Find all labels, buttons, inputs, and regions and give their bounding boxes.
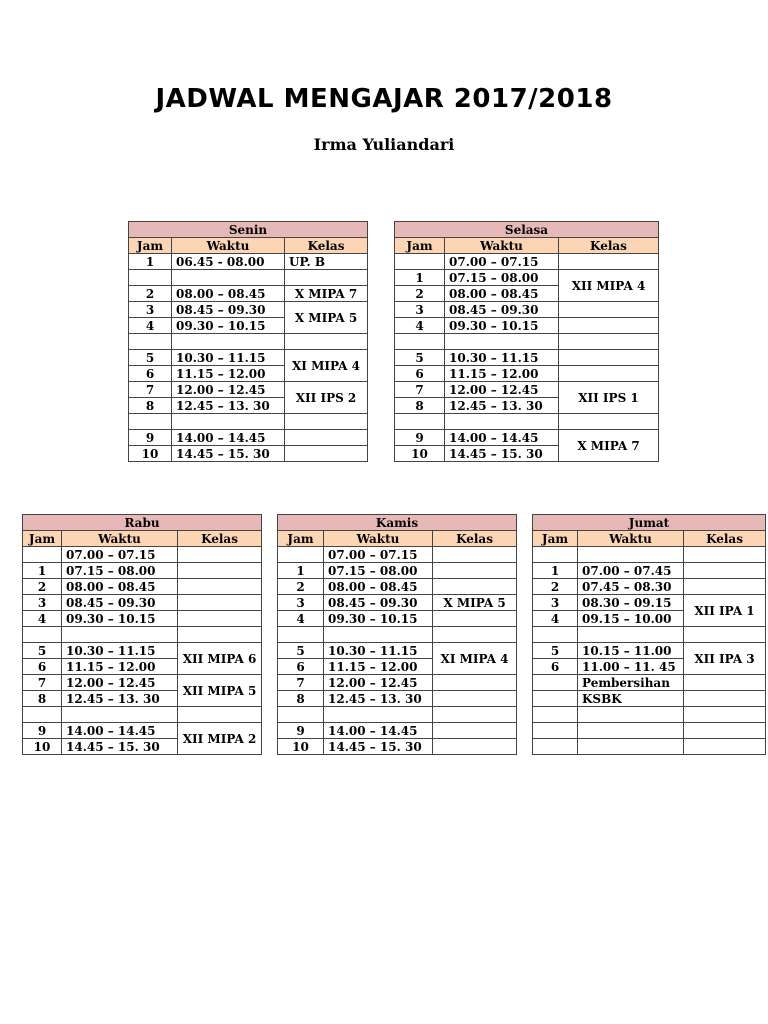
table-row bbox=[129, 270, 368, 286]
waktu-cell: 14.45 – 15. 30 bbox=[324, 739, 433, 755]
jam-cell: 1 bbox=[533, 563, 578, 579]
waktu-cell: 08.00 – 08.45 bbox=[445, 286, 559, 302]
table-row bbox=[395, 254, 659, 270]
kelas-cell bbox=[178, 579, 262, 595]
table-row bbox=[395, 414, 659, 430]
jam-cell: 5 bbox=[533, 643, 578, 659]
waktu-cell bbox=[62, 627, 178, 643]
table-row bbox=[129, 302, 368, 318]
table-row bbox=[129, 286, 368, 302]
waktu-cell bbox=[578, 739, 684, 755]
jam-cell: 5 bbox=[129, 350, 172, 366]
table-row bbox=[278, 643, 517, 659]
jam-cell bbox=[23, 547, 62, 563]
table-row bbox=[395, 318, 659, 334]
waktu-cell bbox=[62, 707, 178, 723]
column-header-jam: Jam bbox=[129, 238, 172, 254]
jam-cell: 3 bbox=[129, 302, 172, 318]
waktu-cell: 12.00 – 12.45 bbox=[172, 382, 285, 398]
table-row bbox=[278, 611, 517, 627]
kelas-cell bbox=[559, 334, 659, 350]
jam-cell: 7 bbox=[395, 382, 445, 398]
waktu-cell: Pembersihan bbox=[578, 675, 684, 691]
jam-cell: 8 bbox=[278, 691, 324, 707]
jam-cell: 1 bbox=[278, 563, 324, 579]
table-row bbox=[395, 366, 659, 382]
table-row bbox=[533, 643, 766, 659]
table-row bbox=[533, 595, 766, 611]
jam-cell bbox=[533, 547, 578, 563]
waktu-cell: 11.15 – 12.00 bbox=[172, 366, 285, 382]
waktu-cell: 11.00 – 11. 45 bbox=[578, 659, 684, 675]
waktu-cell: 07.45 – 08.30 bbox=[578, 579, 684, 595]
waktu-cell: 06.45 - 08.00 bbox=[172, 254, 285, 270]
table-row bbox=[23, 643, 262, 659]
kelas-cell: X MIPA 5 bbox=[433, 595, 517, 611]
waktu-cell: 12.00 – 12.45 bbox=[324, 675, 433, 691]
day-header: Kamis bbox=[278, 515, 517, 531]
jam-cell: 6 bbox=[533, 659, 578, 675]
jam-cell: 4 bbox=[23, 611, 62, 627]
kelas-cell bbox=[684, 579, 766, 595]
jam-cell: 3 bbox=[395, 302, 445, 318]
waktu-cell: 09.30 – 10.15 bbox=[62, 611, 178, 627]
waktu-cell: KSBK bbox=[578, 691, 684, 707]
jam-cell: 7 bbox=[129, 382, 172, 398]
waktu-cell: 07.00 – 07.45 bbox=[578, 563, 684, 579]
kelas-cell: XII IPA 1 bbox=[684, 595, 766, 627]
jam-cell: 8 bbox=[129, 398, 172, 414]
kelas-cell bbox=[684, 675, 766, 691]
waktu-cell: 09.15 – 10.00 bbox=[578, 611, 684, 627]
table-row bbox=[129, 254, 368, 270]
table-row bbox=[395, 302, 659, 318]
kelas-cell: X MIPA 7 bbox=[285, 286, 368, 302]
waktu-cell: 10.30 – 11.15 bbox=[445, 350, 559, 366]
jam-cell bbox=[278, 547, 324, 563]
jam-cell: 1 bbox=[129, 254, 172, 270]
table-row bbox=[129, 334, 368, 350]
waktu-cell: 08.45 – 09.30 bbox=[324, 595, 433, 611]
waktu-cell bbox=[445, 334, 559, 350]
table-row bbox=[395, 334, 659, 350]
table-row bbox=[129, 350, 368, 366]
jam-cell: 9 bbox=[23, 723, 62, 739]
waktu-cell: 07.00 – 07.15 bbox=[445, 254, 559, 270]
table-row bbox=[23, 547, 262, 563]
kelas-cell: UP. B bbox=[285, 254, 368, 270]
jam-cell bbox=[533, 675, 578, 691]
jam-cell: 9 bbox=[395, 430, 445, 446]
table-row bbox=[395, 382, 659, 398]
jam-cell: 5 bbox=[23, 643, 62, 659]
jam-cell: 2 bbox=[23, 579, 62, 595]
kelas-cell bbox=[559, 318, 659, 334]
schedule-table-rabu bbox=[22, 514, 262, 755]
kelas-cell bbox=[433, 675, 517, 691]
kelas-cell bbox=[559, 254, 659, 270]
table-row bbox=[278, 707, 517, 723]
table-row bbox=[23, 595, 262, 611]
waktu-cell: 10.30 – 11.15 bbox=[172, 350, 285, 366]
waktu-cell bbox=[578, 627, 684, 643]
kelas-cell bbox=[684, 707, 766, 723]
table-row bbox=[533, 707, 766, 723]
kelas-cell bbox=[559, 414, 659, 430]
jam-cell: 6 bbox=[278, 659, 324, 675]
waktu-cell: 10.30 – 11.15 bbox=[62, 643, 178, 659]
column-header-jam: Jam bbox=[533, 531, 578, 547]
column-header-waktu: Waktu bbox=[445, 238, 559, 254]
waktu-cell: 14.45 – 15. 30 bbox=[172, 446, 285, 462]
jam-cell: 4 bbox=[533, 611, 578, 627]
table-row bbox=[533, 739, 766, 755]
kelas-cell bbox=[559, 302, 659, 318]
day-header: Selasa bbox=[395, 222, 659, 238]
jam-cell bbox=[23, 707, 62, 723]
schedule-table-selasa bbox=[394, 221, 659, 462]
table-row bbox=[23, 611, 262, 627]
kelas-cell: XII IPA 3 bbox=[684, 643, 766, 675]
kelas-cell bbox=[178, 611, 262, 627]
jam-cell: 7 bbox=[278, 675, 324, 691]
jam-cell: 10 bbox=[129, 446, 172, 462]
jam-cell bbox=[533, 707, 578, 723]
waktu-cell: 08.00 – 08.45 bbox=[62, 579, 178, 595]
jam-cell bbox=[129, 334, 172, 350]
column-header-waktu: Waktu bbox=[172, 238, 285, 254]
schedule-table-jumat bbox=[532, 514, 766, 755]
jam-cell bbox=[395, 334, 445, 350]
column-header-jam: Jam bbox=[23, 531, 62, 547]
jam-cell bbox=[129, 414, 172, 430]
kelas-cell bbox=[433, 611, 517, 627]
day-header: Rabu bbox=[23, 515, 262, 531]
waktu-cell bbox=[324, 707, 433, 723]
kelas-cell bbox=[684, 691, 766, 707]
waktu-cell: 14.00 – 14.45 bbox=[324, 723, 433, 739]
table-row bbox=[129, 446, 368, 462]
table-row bbox=[278, 595, 517, 611]
waktu-cell: 14.00 – 14.45 bbox=[445, 430, 559, 446]
kelas-cell bbox=[433, 579, 517, 595]
column-header-kelas: Kelas bbox=[684, 531, 766, 547]
waktu-cell: 07.15 – 08.00 bbox=[324, 563, 433, 579]
column-header-waktu: Waktu bbox=[324, 531, 433, 547]
jam-cell bbox=[129, 270, 172, 286]
jam-cell: 9 bbox=[129, 430, 172, 446]
waktu-cell bbox=[578, 547, 684, 563]
table-row bbox=[533, 579, 766, 595]
jam-cell: 4 bbox=[278, 611, 324, 627]
jam-cell: 9 bbox=[278, 723, 324, 739]
table-row bbox=[395, 270, 659, 286]
table-row bbox=[129, 414, 368, 430]
jam-cell: 2 bbox=[278, 579, 324, 595]
table-row bbox=[129, 430, 368, 446]
kelas-cell: XII MIPA 4 bbox=[559, 270, 659, 302]
waktu-cell: 11.15 – 12.00 bbox=[445, 366, 559, 382]
kelas-cell bbox=[178, 547, 262, 563]
table-row bbox=[23, 579, 262, 595]
jam-cell: 8 bbox=[395, 398, 445, 414]
jam-cell: 3 bbox=[23, 595, 62, 611]
kelas-cell: XII MIPA 5 bbox=[178, 675, 262, 707]
jam-cell: 2 bbox=[129, 286, 172, 302]
schedule-table-senin bbox=[128, 221, 368, 462]
kelas-cell bbox=[684, 563, 766, 579]
waktu-cell: 12.45 – 13. 30 bbox=[324, 691, 433, 707]
jam-cell: 1 bbox=[23, 563, 62, 579]
waktu-cell: 08.00 – 08.45 bbox=[172, 286, 285, 302]
kelas-cell bbox=[285, 430, 368, 446]
waktu-cell bbox=[172, 270, 285, 286]
waktu-cell: 10.30 – 11.15 bbox=[324, 643, 433, 659]
jam-cell: 1 bbox=[395, 270, 445, 286]
jam-cell bbox=[533, 627, 578, 643]
schedule-table-kamis bbox=[277, 514, 517, 755]
kelas-cell bbox=[433, 547, 517, 563]
waktu-cell bbox=[578, 723, 684, 739]
jam-cell: 4 bbox=[395, 318, 445, 334]
table-row bbox=[278, 723, 517, 739]
waktu-cell: 08.30 – 09.15 bbox=[578, 595, 684, 611]
table-row bbox=[23, 723, 262, 739]
kelas-cell bbox=[433, 627, 517, 643]
table-row bbox=[533, 691, 766, 707]
jam-cell: 5 bbox=[395, 350, 445, 366]
kelas-cell: XII IPS 1 bbox=[559, 382, 659, 414]
kelas-cell bbox=[285, 446, 368, 462]
kelas-cell: X MIPA 7 bbox=[559, 430, 659, 462]
table-row bbox=[533, 723, 766, 739]
kelas-cell bbox=[178, 627, 262, 643]
waktu-cell: 12.45 – 13. 30 bbox=[172, 398, 285, 414]
table-row bbox=[533, 675, 766, 691]
column-header-jam: Jam bbox=[395, 238, 445, 254]
table-row bbox=[278, 691, 517, 707]
waktu-cell: 10.15 – 11.00 bbox=[578, 643, 684, 659]
kelas-cell bbox=[433, 691, 517, 707]
kelas-cell bbox=[285, 270, 368, 286]
jam-cell: 2 bbox=[533, 579, 578, 595]
jam-cell: 6 bbox=[395, 366, 445, 382]
table-row bbox=[278, 675, 517, 691]
jam-cell: 8 bbox=[23, 691, 62, 707]
jam-cell bbox=[533, 739, 578, 755]
waktu-cell: 12.00 – 12.45 bbox=[62, 675, 178, 691]
waktu-cell: 08.45 – 09.30 bbox=[172, 302, 285, 318]
column-header-waktu: Waktu bbox=[62, 531, 178, 547]
waktu-cell bbox=[445, 414, 559, 430]
kelas-cell: XI MIPA 4 bbox=[433, 643, 517, 675]
kelas-cell bbox=[684, 723, 766, 739]
column-header-waktu: Waktu bbox=[578, 531, 684, 547]
kelas-cell: XI MIPA 4 bbox=[285, 350, 368, 382]
waktu-cell bbox=[172, 334, 285, 350]
waktu-cell: 09.30 – 10.15 bbox=[445, 318, 559, 334]
waktu-cell bbox=[172, 414, 285, 430]
kelas-cell bbox=[178, 707, 262, 723]
jam-cell bbox=[395, 254, 445, 270]
waktu-cell: 07.15 – 08.00 bbox=[62, 563, 178, 579]
jam-cell: 5 bbox=[278, 643, 324, 659]
waktu-cell: 14.00 – 14.45 bbox=[62, 723, 178, 739]
kelas-cell bbox=[433, 563, 517, 579]
jam-cell bbox=[278, 627, 324, 643]
jam-cell: 7 bbox=[23, 675, 62, 691]
waktu-cell: 11.15 – 12.00 bbox=[324, 659, 433, 675]
waktu-cell: 14.45 – 15. 30 bbox=[445, 446, 559, 462]
table-row bbox=[129, 382, 368, 398]
kelas-cell bbox=[433, 723, 517, 739]
waktu-cell: 12.45 – 13. 30 bbox=[445, 398, 559, 414]
waktu-cell: 08.00 – 08.45 bbox=[324, 579, 433, 595]
table-row bbox=[395, 350, 659, 366]
table-row bbox=[533, 627, 766, 643]
table-row bbox=[278, 547, 517, 563]
waktu-cell: 08.45 – 09.30 bbox=[445, 302, 559, 318]
jam-cell bbox=[533, 691, 578, 707]
table-row bbox=[23, 707, 262, 723]
jam-cell: 3 bbox=[533, 595, 578, 611]
table-row bbox=[533, 563, 766, 579]
waktu-cell bbox=[578, 707, 684, 723]
kelas-cell: X MIPA 5 bbox=[285, 302, 368, 334]
kelas-cell bbox=[285, 334, 368, 350]
jam-cell: 10 bbox=[278, 739, 324, 755]
column-header-kelas: Kelas bbox=[178, 531, 262, 547]
jam-cell: 4 bbox=[129, 318, 172, 334]
jam-cell: 3 bbox=[278, 595, 324, 611]
table-row bbox=[395, 430, 659, 446]
kelas-cell bbox=[559, 350, 659, 366]
table-row bbox=[278, 579, 517, 595]
kelas-cell: XII MIPA 6 bbox=[178, 643, 262, 675]
kelas-cell: XII MIPA 2 bbox=[178, 723, 262, 755]
column-header-kelas: Kelas bbox=[433, 531, 517, 547]
waktu-cell: 07.00 – 07.15 bbox=[62, 547, 178, 563]
waktu-cell: 12.45 – 13. 30 bbox=[62, 691, 178, 707]
kelas-cell bbox=[433, 739, 517, 755]
kelas-cell bbox=[178, 563, 262, 579]
waktu-cell: 11.15 – 12.00 bbox=[62, 659, 178, 675]
waktu-cell: 14.00 – 14.45 bbox=[172, 430, 285, 446]
table-row bbox=[23, 675, 262, 691]
table-row bbox=[278, 627, 517, 643]
column-header-kelas: Kelas bbox=[285, 238, 368, 254]
table-row bbox=[23, 627, 262, 643]
table-row bbox=[278, 563, 517, 579]
waktu-cell: 09.30 – 10.15 bbox=[324, 611, 433, 627]
kelas-cell bbox=[433, 707, 517, 723]
table-row bbox=[278, 739, 517, 755]
jam-cell: 2 bbox=[395, 286, 445, 302]
teacher-name: Irma Yuliandari bbox=[313, 135, 455, 154]
waktu-cell: 08.45 – 09.30 bbox=[62, 595, 178, 611]
waktu-cell: 07.15 – 08.00 bbox=[445, 270, 559, 286]
day-header: Senin bbox=[129, 222, 368, 238]
waktu-cell: 14.45 – 15. 30 bbox=[62, 739, 178, 755]
waktu-cell bbox=[324, 627, 433, 643]
column-header-kelas: Kelas bbox=[559, 238, 659, 254]
page-title: JADWAL MENGAJAR 2017/2018 bbox=[155, 84, 613, 114]
jam-cell bbox=[23, 627, 62, 643]
kelas-cell bbox=[178, 595, 262, 611]
column-header-jam: Jam bbox=[278, 531, 324, 547]
kelas-cell bbox=[684, 627, 766, 643]
waktu-cell: 09.30 – 10.15 bbox=[172, 318, 285, 334]
jam-cell bbox=[395, 414, 445, 430]
jam-cell bbox=[533, 723, 578, 739]
kelas-cell bbox=[559, 366, 659, 382]
kelas-cell bbox=[684, 739, 766, 755]
kelas-cell: XII IPS 2 bbox=[285, 382, 368, 414]
jam-cell: 6 bbox=[129, 366, 172, 382]
jam-cell: 10 bbox=[395, 446, 445, 462]
kelas-cell bbox=[285, 414, 368, 430]
day-header: Jumat bbox=[533, 515, 766, 531]
waktu-cell: 12.00 – 12.45 bbox=[445, 382, 559, 398]
kelas-cell bbox=[684, 547, 766, 563]
table-row bbox=[23, 563, 262, 579]
waktu-cell: 07.00 – 07.15 bbox=[324, 547, 433, 563]
jam-cell: 10 bbox=[23, 739, 62, 755]
table-row bbox=[533, 547, 766, 563]
jam-cell bbox=[278, 707, 324, 723]
jam-cell: 6 bbox=[23, 659, 62, 675]
